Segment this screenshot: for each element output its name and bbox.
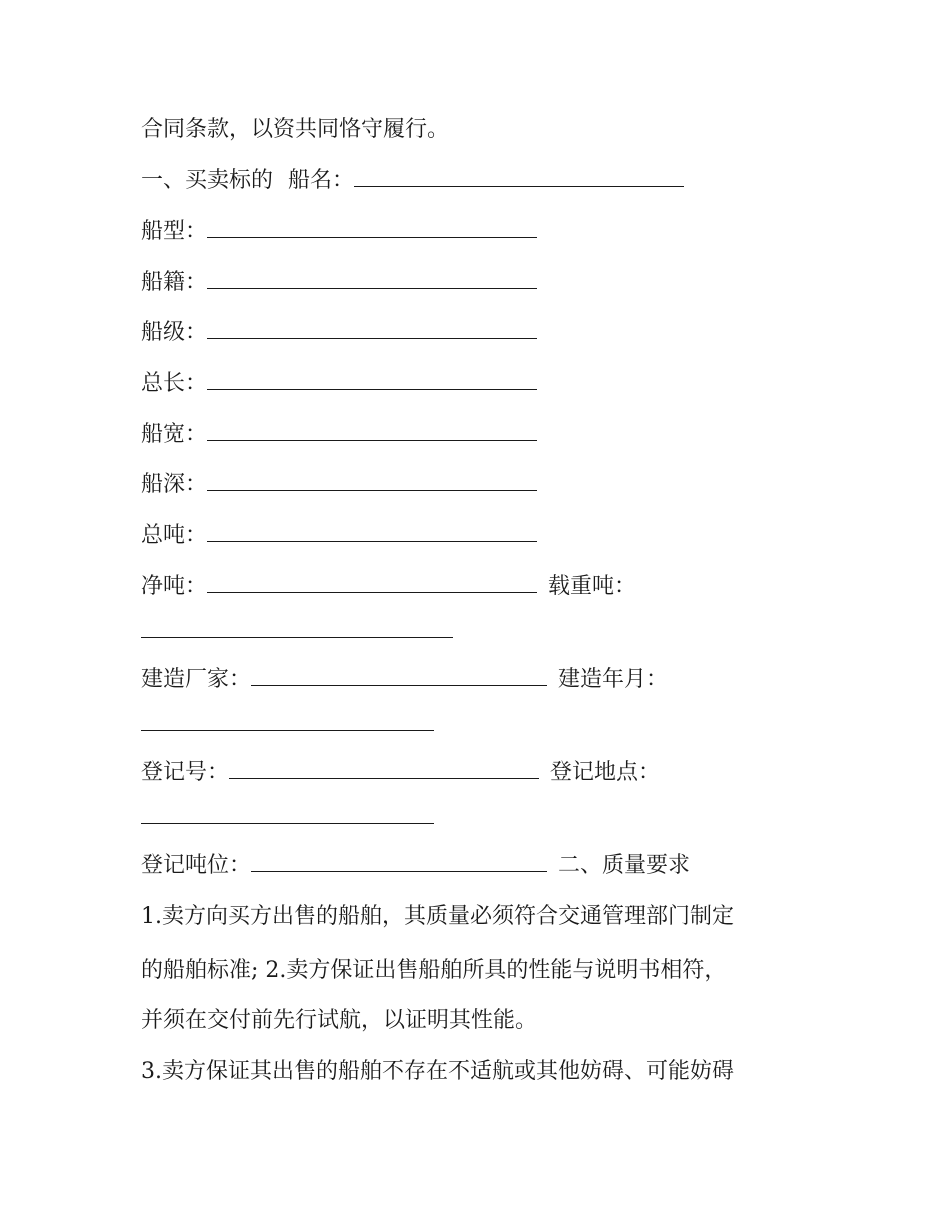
build-date-row bbox=[141, 710, 434, 740]
beam-row bbox=[141, 420, 537, 450]
registration-place-row bbox=[141, 803, 434, 833]
builder-label: 建造厂家： bbox=[141, 667, 252, 692]
registered-tonnage-row bbox=[141, 851, 690, 881]
nationality-blank[interactable] bbox=[207, 268, 537, 289]
nationality-row bbox=[141, 268, 537, 298]
section1-heading: 一、买卖标的 bbox=[141, 168, 274, 193]
gross-tonnage-blank[interactable] bbox=[207, 521, 537, 542]
ship-type-row bbox=[141, 217, 537, 247]
beam-label: 船宽： bbox=[141, 422, 208, 447]
registration-place-label: 登记地点： bbox=[550, 760, 661, 785]
gross-tonnage-label: 总吨： bbox=[141, 523, 208, 548]
depth-blank[interactable] bbox=[207, 470, 537, 491]
registration-place-blank[interactable] bbox=[141, 803, 434, 824]
total-length-label: 总长： bbox=[141, 371, 208, 396]
deadweight-label: 载重吨： bbox=[548, 574, 637, 599]
builder-row bbox=[141, 665, 668, 695]
registration-no-label: 登记号： bbox=[141, 760, 230, 785]
depth-row bbox=[141, 470, 537, 500]
depth-label: 船深： bbox=[141, 472, 208, 497]
beam-blank[interactable] bbox=[207, 420, 537, 441]
deadweight-row bbox=[141, 617, 453, 647]
registration-no-row bbox=[141, 758, 660, 788]
ship-name-row bbox=[141, 166, 684, 196]
nationality-label: 船籍： bbox=[141, 270, 208, 295]
ship-class-blank[interactable] bbox=[207, 318, 537, 339]
builder-blank[interactable] bbox=[251, 665, 547, 686]
gross-tonnage-row bbox=[141, 521, 537, 551]
paragraph-line: 3.卖方保证其出售的船舶不存在不适航或其他妨碍、可能妨碍 bbox=[141, 1059, 734, 1084]
registered-tonnage-blank[interactable] bbox=[251, 851, 547, 872]
ship-name-label: 船名： bbox=[288, 168, 355, 193]
total-length-blank[interactable] bbox=[207, 369, 537, 390]
paragraph-line: 的船舶标准; 2.卖方保证出售船舶所具的性能与说明书相符， bbox=[141, 958, 727, 983]
registration-no-blank[interactable] bbox=[229, 758, 539, 779]
ship-class-row bbox=[141, 318, 537, 348]
ship-type-label: 船型： bbox=[141, 219, 208, 244]
build-date-blank[interactable] bbox=[141, 710, 434, 731]
deadweight-blank[interactable] bbox=[141, 617, 453, 638]
ship-name-blank[interactable] bbox=[354, 166, 684, 187]
paragraph-line: 1.卖方向买方出售的船舶，其质量必须符合交通管理部门制定 bbox=[141, 904, 734, 929]
net-tonnage-label: 净吨： bbox=[141, 574, 208, 599]
registered-tonnage-label: 登记吨位： bbox=[141, 853, 252, 878]
section2-heading: 二、质量要求 bbox=[558, 853, 691, 878]
paragraph-line: 并须在交付前先行试航，以证明其性能。 bbox=[141, 1008, 538, 1033]
build-date-label: 建造年月： bbox=[558, 667, 669, 692]
net-tonnage-blank[interactable] bbox=[207, 572, 537, 593]
net-tonnage-row bbox=[141, 572, 636, 602]
intro-line: 合同条款，以资共同恪守履行。 bbox=[141, 117, 450, 142]
ship-class-label: 船级： bbox=[141, 320, 208, 345]
total-length-row bbox=[141, 369, 537, 399]
ship-type-blank[interactable] bbox=[207, 217, 537, 238]
